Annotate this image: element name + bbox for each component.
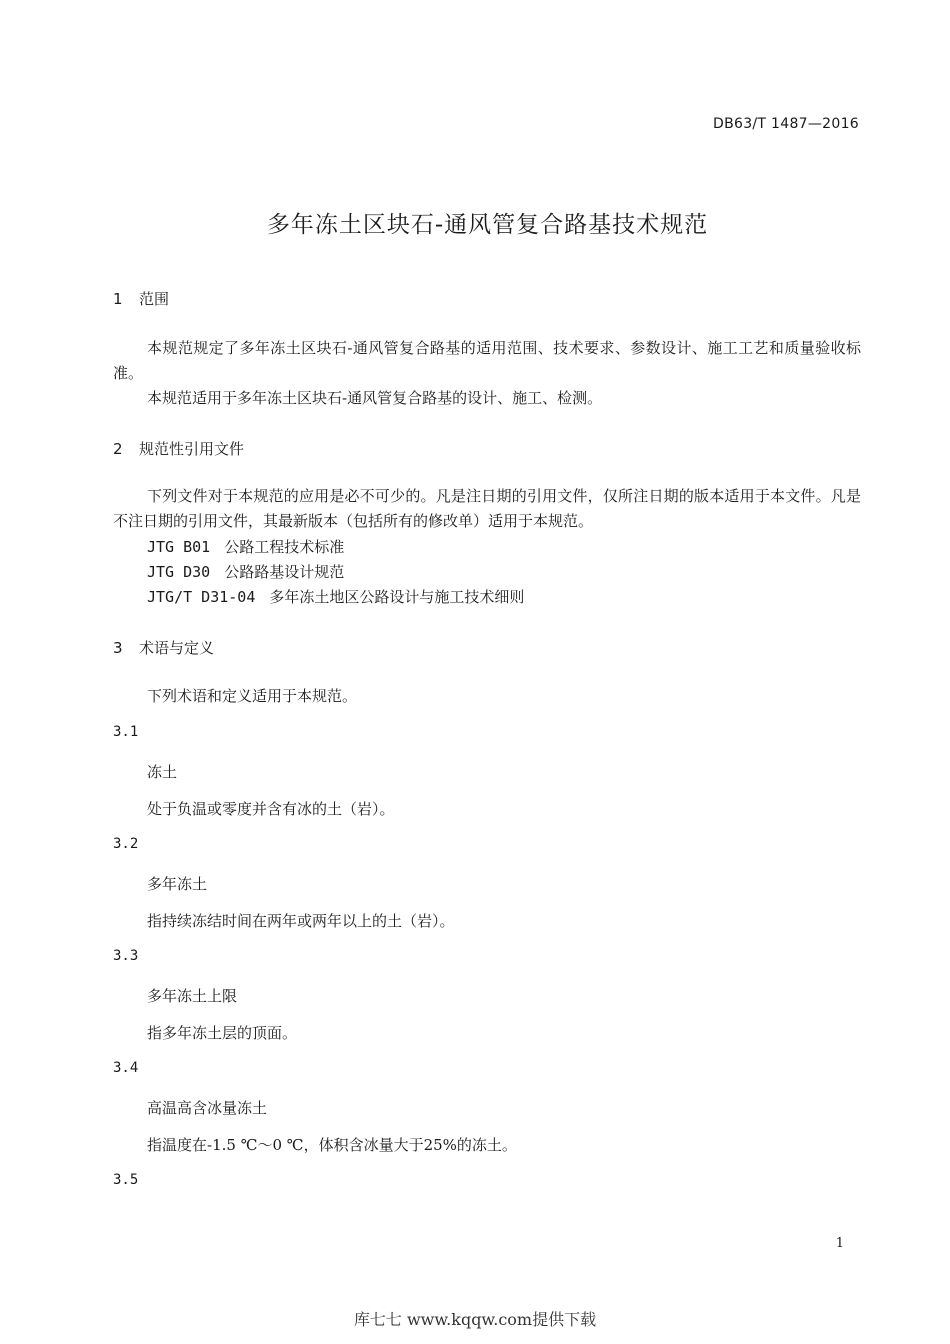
subsection-number: 3.2 <box>113 836 139 852</box>
term-definition: 指持续冻结时间在两年或两年以上的土（岩）。 <box>147 912 455 930</box>
paragraph: 本规范规定了多年冻土区块石-通风管复合路基的适用范围、技术要求、参数设计、施工工艺和质量验收标准。 <box>113 339 861 382</box>
page-title: 多年冻土区块石-通风管复合路基技术规范 <box>266 212 709 238</box>
footer-watermark: 库七七 www.kqqw.com提供下载 <box>353 1310 597 1329</box>
paragraph: 下列文件对于本规范的应用是必不可少的。凡是注日期的引用文件，仅所注日期的版本适用于本文件。凡是不注日期的引用文件，其最新版本（包括所有的修改单）适用于本规范。 <box>113 487 861 530</box>
reference-code: JTG B01 <box>147 538 211 556</box>
section-title: 规范性引用文件 <box>139 440 245 458</box>
reference-item <box>147 536 344 557</box>
section-number: 1 <box>113 290 123 308</box>
reference-code: JTG/T D31-04 <box>147 588 256 606</box>
reference-item <box>147 586 524 607</box>
section-heading-3 <box>113 637 214 658</box>
term-title: 多年冻土上限 <box>147 987 238 1005</box>
paragraph: 下列术语和定义适用于本规范。 <box>147 687 358 705</box>
reference-title: 公路工程技术标准 <box>224 538 345 556</box>
subsection-number: 3.4 <box>113 1060 139 1076</box>
section-number: 2 <box>113 440 123 458</box>
section-heading-2 <box>113 438 244 459</box>
term-title: 冻土 <box>147 763 178 781</box>
paragraph: 本规范适用于多年冻土区块石-通风管复合路基的设计、施工、检测。 <box>147 389 603 407</box>
term-title: 高温高含冰量冻土 <box>147 1099 268 1117</box>
reference-title: 多年冻土地区公路设计与施工技术细则 <box>269 588 525 606</box>
subsection-number: 3.5 <box>113 1172 139 1188</box>
reference-item <box>147 561 344 582</box>
term-definition: 指温度在-1.5 ℃～0 ℃，体积含冰量大于25%的冻土。 <box>147 1136 517 1154</box>
subsection-number: 3.3 <box>113 948 139 964</box>
subsection-number: 3.1 <box>113 724 139 740</box>
term-definition: 处于负温或零度并含有冰的土（岩）。 <box>147 800 395 818</box>
section-title: 范围 <box>139 290 170 308</box>
reference-code: JTG D30 <box>147 563 211 581</box>
term-definition: 指多年冻土层的顶面。 <box>147 1024 298 1042</box>
section-number: 3 <box>113 639 123 657</box>
section-heading-1 <box>113 288 169 309</box>
reference-title: 公路路基设计规范 <box>224 563 345 581</box>
page-number: 1 <box>835 1236 844 1251</box>
term-title: 多年冻土 <box>147 875 208 893</box>
section-title: 术语与定义 <box>139 639 215 657</box>
document-number: DB63/T 1487—2016 <box>713 116 859 132</box>
